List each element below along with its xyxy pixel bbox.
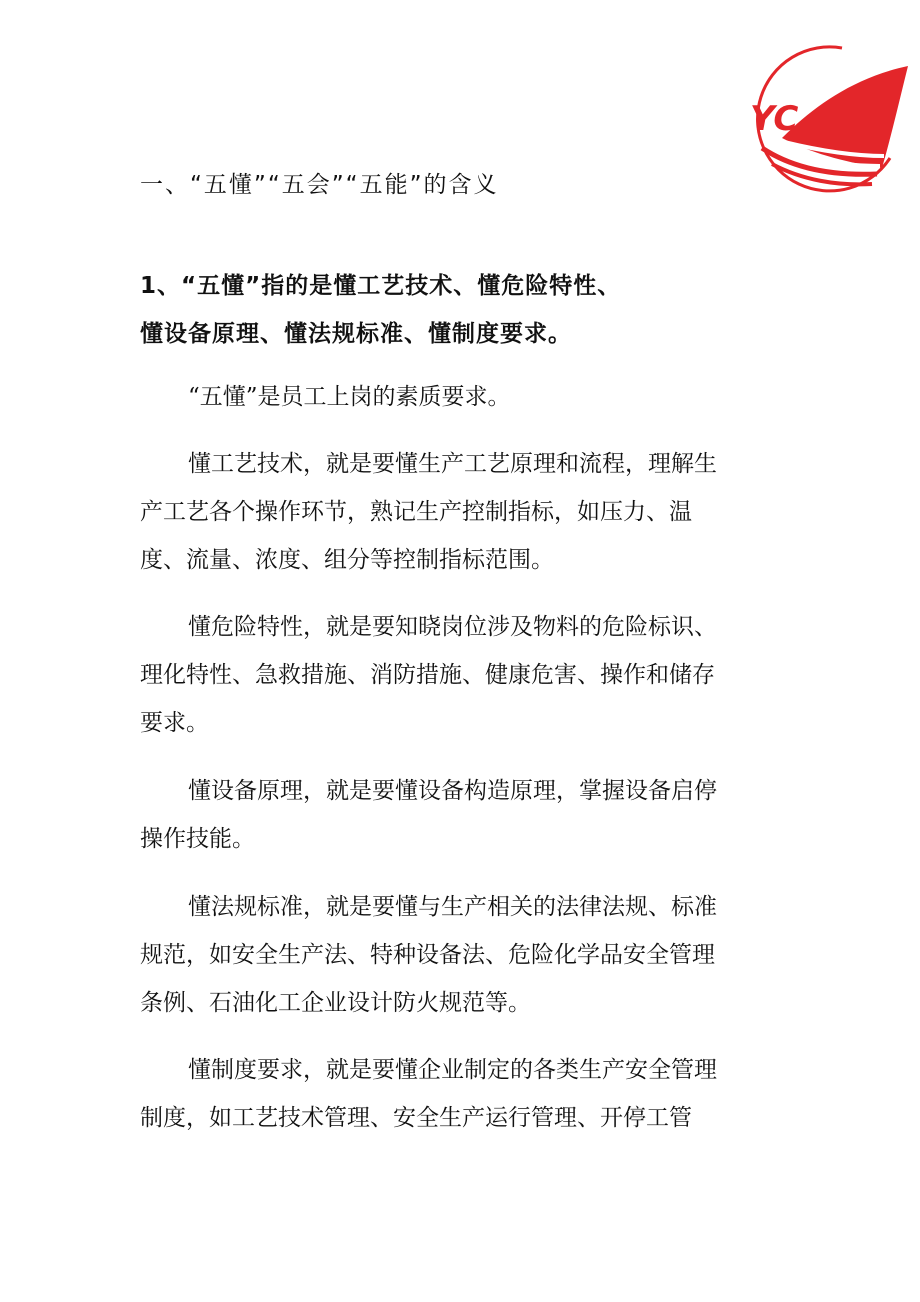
paragraph-line: 懂危险特性，就是要知晓岗位涉及物料的危险标识、 [188,614,717,640]
paragraph-line: 懂设备原理，就是要懂设备构造原理，掌握设备启停 [188,778,717,804]
paragraph-line: “五懂”是员工上岗的素质要求。 [188,384,511,410]
paragraph-line: 产工艺各个操作环节，熟记生产控制指标，如压力、温 [140,499,692,525]
paragraph-regulations [140,883,760,1027]
paragraph-line: 要求。 [140,710,209,736]
paragraph-intro [140,373,760,421]
logo-letters: YC [750,99,799,139]
paragraph-line: 条例、石油化工企业设计防火规范等。 [140,990,531,1016]
paragraph-line: 操作技能。 [140,826,255,852]
subsection-heading [140,262,780,358]
paragraph-equipment [140,767,760,863]
paragraph-policies [140,1046,760,1142]
subheading-line-2: 懂设备原理、懂法规标准、懂制度要求。 [140,321,572,347]
paragraph-line: 理化特性、急救措施、消防措施、健康危害、操作和储存 [140,662,715,688]
paragraph-line: 制度，如工艺技术管理、安全生产运行管理、开停工管 [140,1105,692,1131]
section-heading: 一、“五懂”“五会”“五能”的含义 [140,172,499,198]
paragraph-line: 懂制度要求，就是要懂企业制定的各类生产安全管理 [188,1057,717,1083]
paragraph-line: 规范，如安全生产法、特种设备法、危险化学品安全管理 [140,942,715,968]
paragraph-line: 度、流量、浓度、组分等控制指标范围。 [140,547,554,573]
paragraph-process-tech [140,440,760,584]
subheading-line-1: 1、“五懂”指的是懂工艺技术、懂危险特性、 [140,273,622,299]
company-logo-icon [722,38,912,200]
paragraph-line: 懂法规标准，就是要懂与生产相关的法律法规、标准 [188,894,717,920]
paragraph-line: 懂工艺技术，就是要懂生产工艺原理和流程，理解生 [188,451,717,477]
paragraph-hazard [140,603,760,747]
